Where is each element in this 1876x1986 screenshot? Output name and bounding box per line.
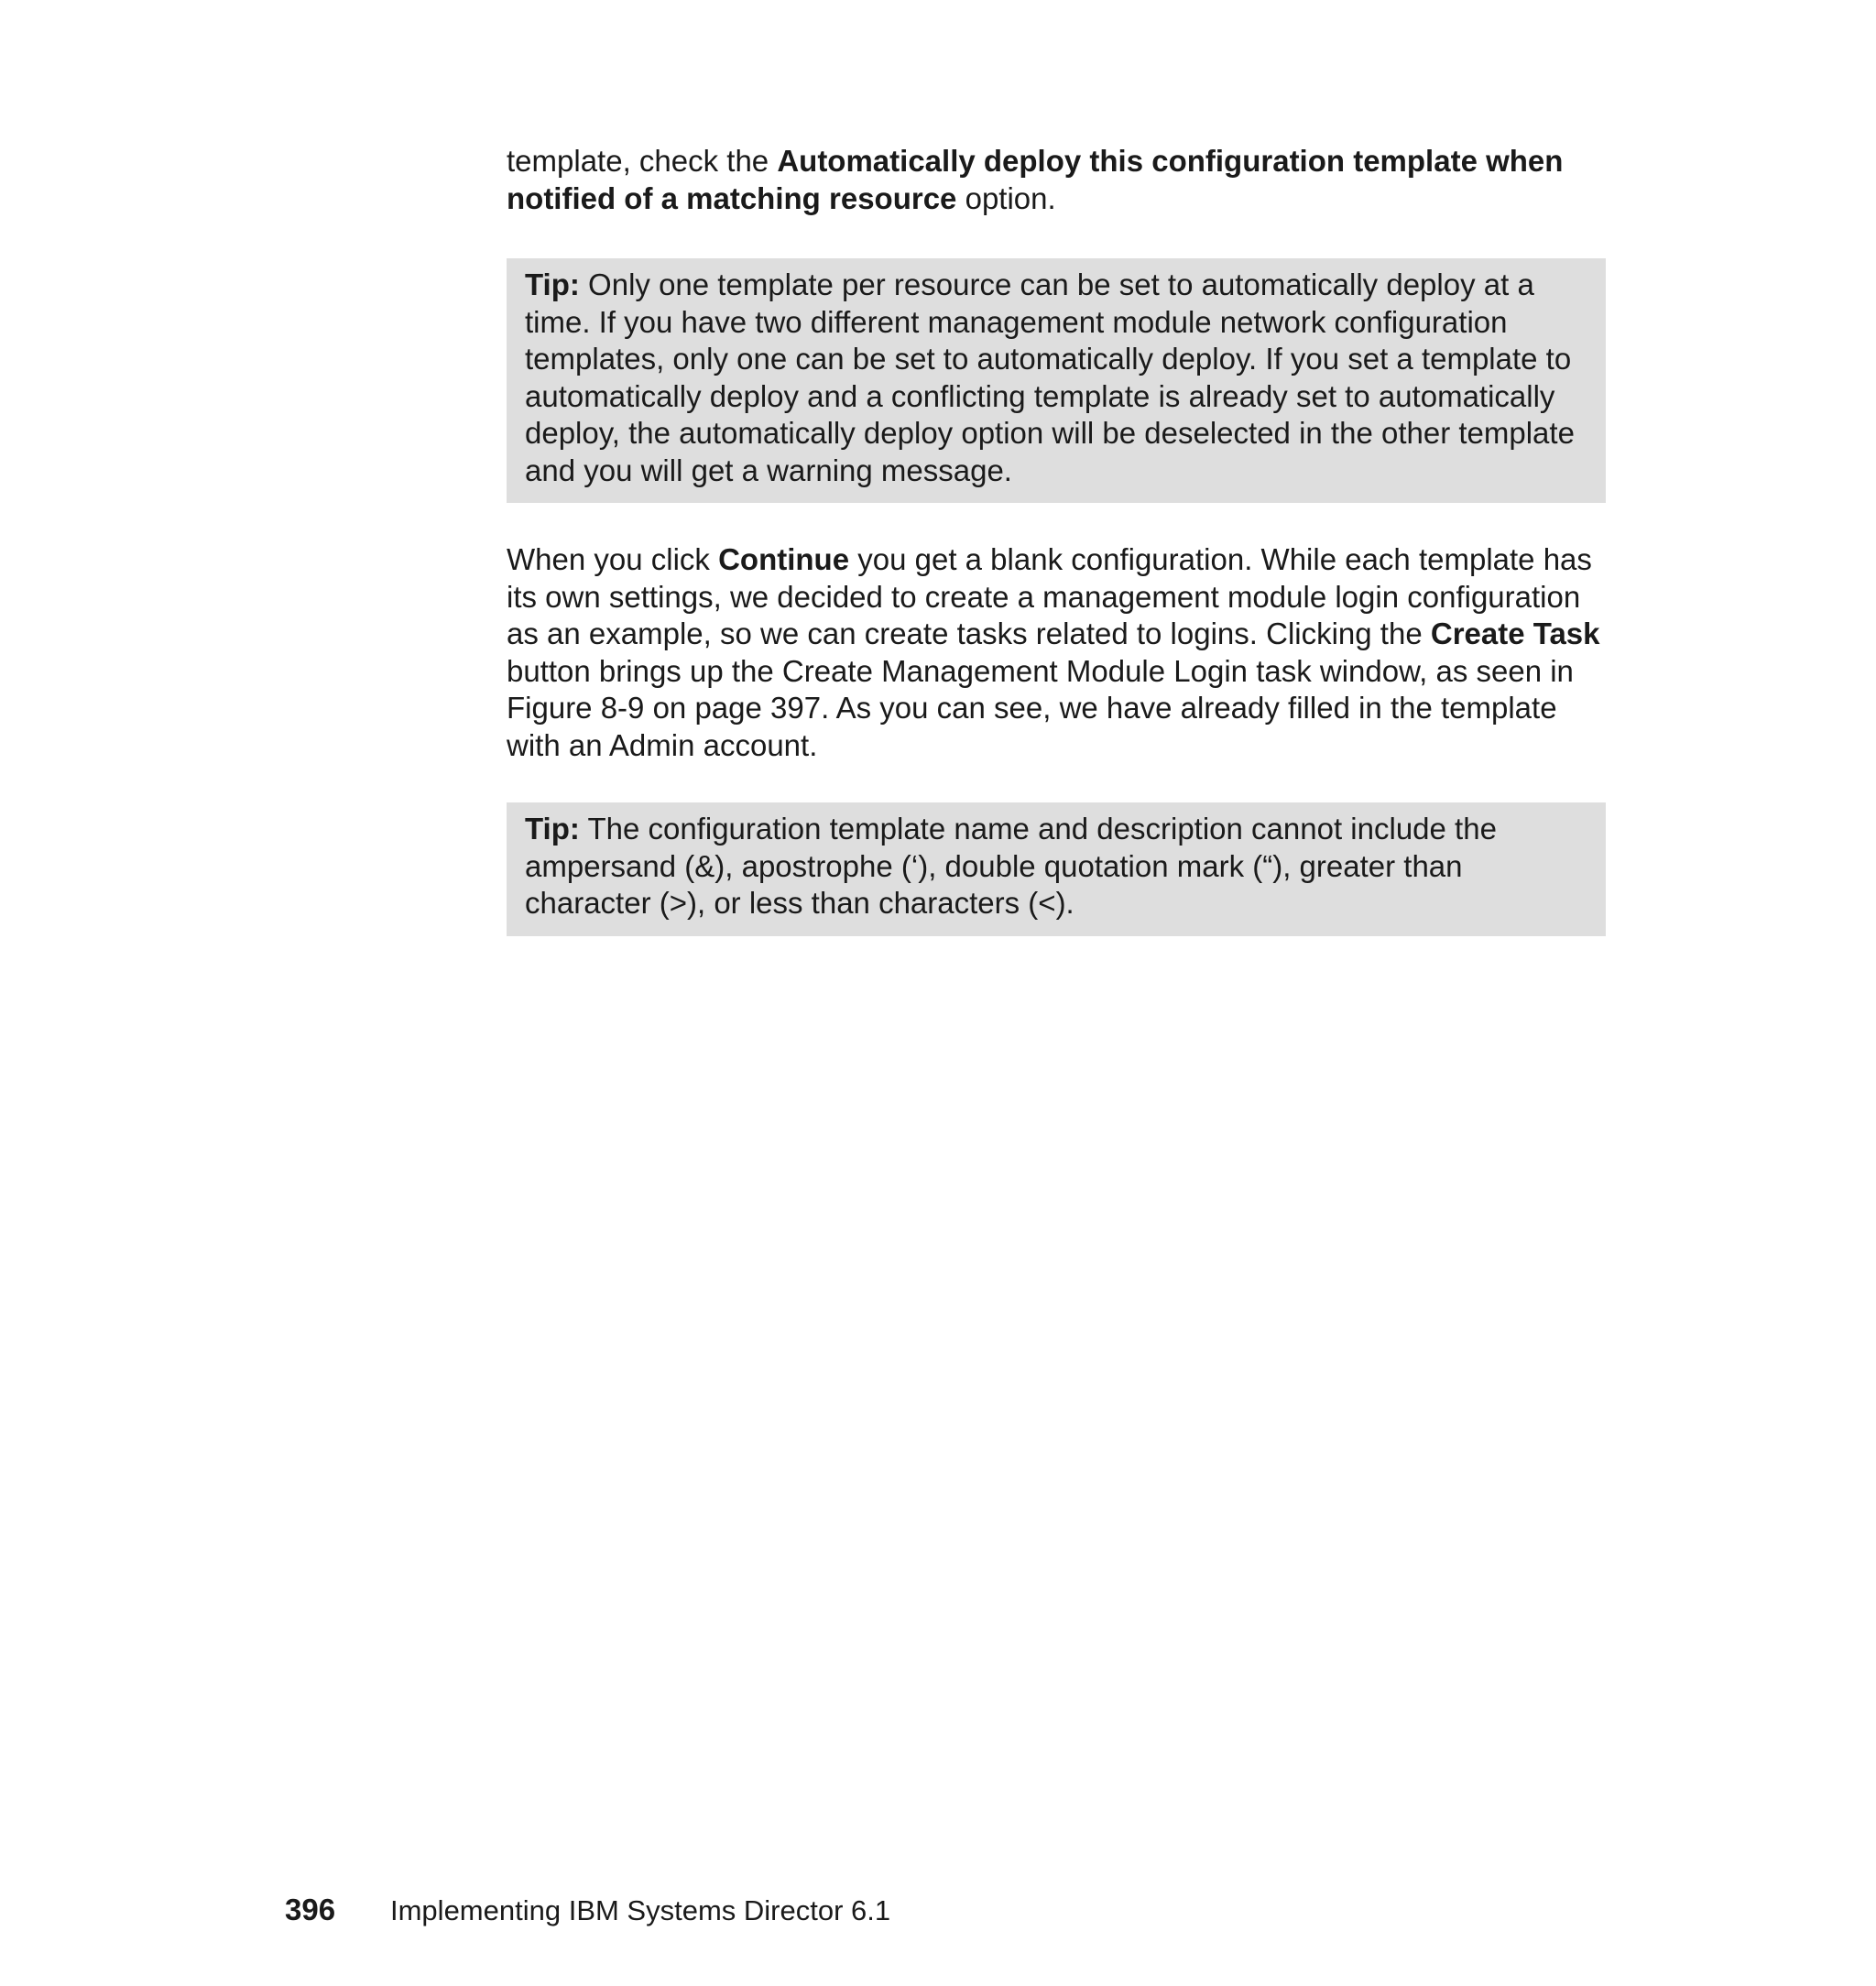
tip-box-template-name-characters — [507, 802, 1606, 936]
bold-text-run: Tip: — [525, 812, 580, 846]
page-body — [507, 143, 1606, 936]
text-run: option. — [956, 180, 1056, 215]
paragraph-continue-blank-configuration — [507, 541, 1606, 764]
text-run: you get a blank configuration. While each template has its own settings, we decided to create a management module login configuration as an example, so we can create tasks related to logins. Clicking the — [507, 542, 1592, 650]
text-run: template, check the — [507, 144, 778, 178]
page-footer — [285, 1892, 890, 1929]
text-run: The configuration template name and description cannot include the ampersand (&), apostrophe (‘), double quotation mark (“), greater than character (>), or less than characters (<). — [525, 812, 1497, 920]
text-run: When you click — [507, 542, 719, 576]
book-title: Implementing IBM Systems Director 6.1 — [390, 1894, 891, 1926]
bold-text-run: Continue — [718, 542, 850, 576]
text-run: button brings up the Create Management Module Login task window, as seen in Figure 8-9 on page 397. As you can see, we have already filled in the template with an Admin account. — [507, 653, 1574, 762]
tip-box-auto-deploy — [507, 258, 1606, 503]
page-number: 396 — [285, 1893, 336, 1926]
bold-text-run: Tip: — [525, 267, 580, 301]
paragraph-auto-deploy-option — [507, 143, 1606, 217]
text-run: Only one template per resource can be set to automatically deploy at a time. If you have two different management module network configuration templates, only one can be set to automatically deploy. If you set a template to automatically deploy and a conflicting template is already set to automatically deploy, the automatically deploy option will be deselected in the other template and you will get a warning message. — [525, 267, 1575, 487]
bold-text-run: Create Task — [1430, 617, 1600, 650]
bold-text-run: Automatically deploy this configuration template when notified of a matching resource — [507, 144, 1564, 215]
